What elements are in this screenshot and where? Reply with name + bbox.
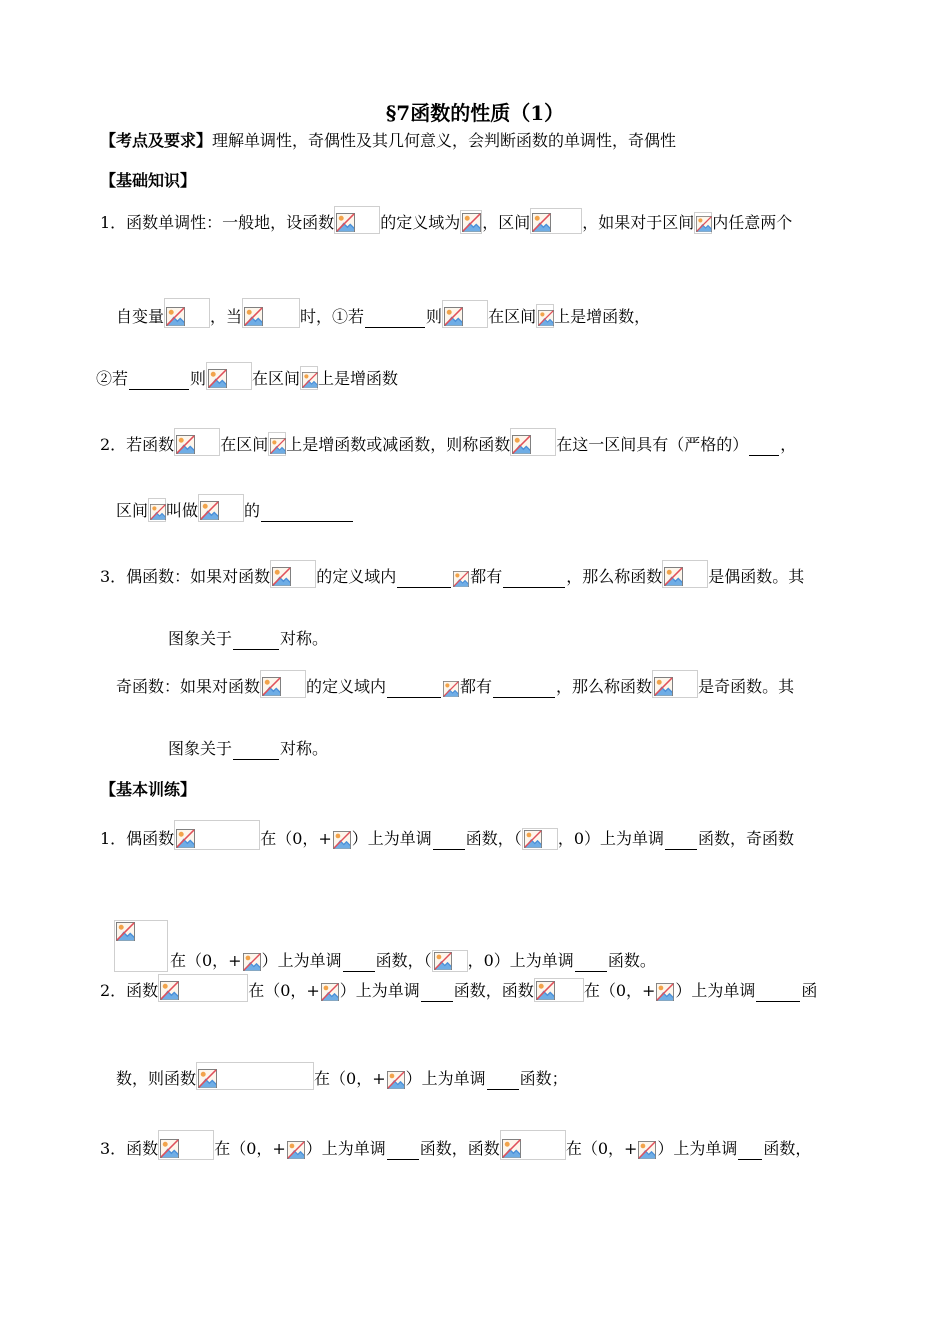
formula-image <box>637 1138 657 1160</box>
broken-image-icon <box>208 369 227 388</box>
q3-text-c: 都有 <box>470 567 503 586</box>
q3-text-i: 的定义域内 <box>306 677 387 696</box>
broken-image-icon <box>198 1069 217 1088</box>
q3-line-2 <box>168 628 328 650</box>
q1-text-k: 上是增函数， <box>554 307 651 326</box>
broken-image-icon <box>434 952 452 970</box>
broken-image-icon <box>272 567 291 586</box>
answer-blank[interactable] <box>756 985 800 1002</box>
broken-image-icon <box>287 1141 305 1159</box>
q3-text-e: 是偶函数。其 <box>708 567 805 586</box>
broken-image-icon <box>243 953 261 971</box>
formula-image <box>286 1138 306 1160</box>
formula-image <box>652 670 698 698</box>
broken-image-icon <box>333 831 351 849</box>
q3-text-j: 都有 <box>460 677 493 696</box>
broken-image-icon <box>176 435 195 454</box>
formula-image <box>174 428 220 456</box>
formula-image <box>522 828 558 850</box>
broken-image-icon <box>200 501 219 520</box>
broken-image-icon <box>536 981 555 1000</box>
t3-text-c: ）上为单调 <box>305 1139 386 1158</box>
t3-text-d: 函数，函数 <box>419 1139 500 1158</box>
requirements-text: 理解单调性，奇偶性及其几何意义，会判断函数的单调性，奇偶性 <box>212 131 677 150</box>
q1-text-c: ，区间 <box>482 213 531 232</box>
answer-blank[interactable] <box>387 681 441 698</box>
t2-line-1 <box>100 974 817 1002</box>
formula-image <box>300 366 318 390</box>
q1-line-3 <box>96 362 398 390</box>
t1-text-k: 函数。 <box>607 951 656 970</box>
answer-blank[interactable] <box>233 743 279 760</box>
broken-image-icon <box>262 677 281 696</box>
formula-image <box>534 978 584 1002</box>
q1-text-g: ，当 <box>210 307 243 326</box>
q1-text-n: 在区间 <box>252 369 301 388</box>
formula-image <box>442 300 488 328</box>
answer-blank[interactable] <box>575 955 607 972</box>
q2-text-e: ， <box>780 435 797 454</box>
t3-text-e: 在（0，+ <box>565 1139 638 1158</box>
formula-image <box>655 980 675 1002</box>
q3-text-d: ，那么称函数 <box>566 567 663 586</box>
t1-text-e: ，0）上为单调 <box>557 829 664 848</box>
formula-image <box>242 950 262 972</box>
q3-text-g: 对称。 <box>280 629 329 648</box>
t3-text-b: 在（0，+ <box>214 1139 286 1158</box>
broken-image-icon <box>176 829 195 848</box>
basic-knowledge-heading: 【基础知识】 <box>100 171 197 190</box>
formula-image <box>158 1130 214 1160</box>
broken-image-icon <box>321 983 339 1001</box>
formula-image <box>196 1062 314 1090</box>
broken-image-icon <box>453 571 469 587</box>
formula-image <box>320 980 340 1002</box>
q2-text-b: 在区间 <box>220 435 269 454</box>
broken-image-icon <box>444 307 463 326</box>
q2-line-1 <box>100 428 796 456</box>
formula-image <box>268 432 286 456</box>
broken-image-icon <box>150 504 166 520</box>
t2-text-e: 在（0，+ <box>583 981 656 1000</box>
formula-image <box>500 1130 566 1160</box>
requirements-line <box>100 130 676 152</box>
q1-line-2 <box>116 298 650 328</box>
broken-image-icon <box>512 435 531 454</box>
broken-image-icon <box>116 922 135 941</box>
broken-image-icon <box>524 830 542 848</box>
answer-blank[interactable] <box>233 633 279 650</box>
answer-blank[interactable] <box>387 1143 419 1160</box>
q2-text-g: 叫做 <box>166 501 199 520</box>
q1-text-a: 1．函数单调性：一般地，设函数 <box>100 213 335 232</box>
t1-text-f: 函数，奇函数 <box>698 829 795 848</box>
q3-line-4 <box>168 738 328 760</box>
q3-text-l: 是奇函数。其 <box>698 677 795 696</box>
answer-blank[interactable] <box>129 373 189 390</box>
formula-image <box>158 974 248 1002</box>
answer-blank[interactable] <box>493 681 555 698</box>
q1-text-e: 内任意两个 <box>712 213 793 232</box>
q3-text-a: 3．偶函数：如果对函数 <box>100 567 271 586</box>
formula-image <box>536 304 554 328</box>
t1-text-c: ）上为单调 <box>351 829 432 848</box>
formula-image <box>452 566 470 588</box>
broken-image-icon <box>638 1141 656 1159</box>
formula-image <box>270 560 316 588</box>
broken-image-icon <box>336 213 355 232</box>
formula-image <box>662 560 708 588</box>
t1-text-i: 函数，（ <box>375 951 432 970</box>
broken-image-icon <box>270 438 286 454</box>
t2-text-j: ）上为单调 <box>405 1069 486 1088</box>
t3-line-1 <box>100 1130 811 1160</box>
broken-image-icon <box>462 213 481 232</box>
broken-image-icon <box>502 1139 521 1158</box>
q1-text-m: 则 <box>190 369 207 388</box>
t2-text-g: 函 <box>801 981 818 1000</box>
t1-text-a: 1．偶函数 <box>100 829 175 848</box>
answer-blank[interactable] <box>421 985 453 1002</box>
formula-image <box>442 676 460 698</box>
q1-text-d: ，如果对于区间 <box>582 213 695 232</box>
answer-blank[interactable] <box>343 955 375 972</box>
t2-line-2 <box>116 1062 568 1090</box>
t1-text-d: 函数，（ <box>465 829 522 848</box>
basic-training-heading: 【基本训练】 <box>100 780 197 799</box>
q3-text-f: 图象关于 <box>168 629 233 648</box>
q3-text-k: ，那么称函数 <box>556 677 653 696</box>
answer-blank[interactable] <box>487 1073 519 1090</box>
t2-text-h: 数，则函数 <box>116 1069 197 1088</box>
formula-image <box>694 212 712 234</box>
q1-line-1 <box>100 206 792 234</box>
requirements-label: 【考点及要求】 <box>100 131 213 150</box>
t2-text-c: ）上为单调 <box>339 981 420 1000</box>
q1-text-h: 时，①若 <box>300 307 365 326</box>
answer-blank[interactable] <box>738 1143 762 1160</box>
formula-image <box>174 820 260 850</box>
q1-text-o: 上是增函数 <box>318 369 399 388</box>
broken-image-icon <box>160 981 179 1000</box>
formula-image <box>206 362 252 390</box>
broken-image-icon <box>443 681 459 697</box>
broken-image-icon <box>387 1071 405 1089</box>
answer-blank[interactable] <box>365 311 425 328</box>
formula-image <box>148 498 166 522</box>
t2-text-f: ）上为单调 <box>675 981 756 1000</box>
t2-text-a: 2．函数 <box>100 981 159 1000</box>
broken-image-icon <box>696 216 712 232</box>
q3-line-1 <box>100 560 804 588</box>
formula-image <box>510 428 556 456</box>
t2-text-d: 函数，函数 <box>453 981 534 1000</box>
q3-text-b: 的定义域内 <box>316 567 397 586</box>
formula-image <box>242 298 300 328</box>
formula-image <box>334 206 380 234</box>
q3-line-3 <box>116 670 794 698</box>
q2-text-f: 区间 <box>116 501 149 520</box>
answer-blank[interactable] <box>433 833 465 850</box>
q3-text-h: 奇函数：如果对函数 <box>116 677 261 696</box>
q1-text-l: ②若 <box>96 369 129 388</box>
formula-image <box>198 494 244 522</box>
q1-text-j: 在区间 <box>488 307 537 326</box>
t1-line-1 <box>100 820 794 850</box>
t2-text-b: 在（0，+ <box>248 981 320 1000</box>
t3-text-f: ）上为单调 <box>657 1139 738 1158</box>
broken-image-icon <box>302 372 318 388</box>
answer-blank[interactable] <box>397 571 451 588</box>
broken-image-icon <box>244 307 263 326</box>
formula-image <box>432 950 468 972</box>
t2-text-k: 函数； <box>519 1069 568 1088</box>
answer-blank[interactable] <box>665 833 697 850</box>
t1-text-h: ）上为单调 <box>261 951 342 970</box>
formula-image <box>530 208 582 234</box>
formula-image <box>114 920 168 972</box>
formula-image <box>332 828 352 850</box>
formula-image <box>260 670 306 698</box>
broken-image-icon <box>656 983 674 1001</box>
broken-image-icon <box>166 307 185 326</box>
q2-text-c: 上是增函数或减函数，则称函数 <box>286 435 511 454</box>
q3-text-n: 对称。 <box>280 739 329 758</box>
broken-image-icon <box>532 213 551 232</box>
t1-text-j: ，0）上为单调 <box>467 951 574 970</box>
formula-image <box>164 298 210 328</box>
t1-text-b: 在（0，+ <box>260 829 332 848</box>
q2-text-d: 在这一区间具有（严格的） <box>556 435 749 454</box>
page-title: §7函数的性质（1） <box>385 101 565 125</box>
q1-text-b: 的定义域为 <box>380 213 461 232</box>
answer-blank[interactable] <box>749 439 779 456</box>
q2-text-a: 2．若函数 <box>100 435 175 454</box>
broken-image-icon <box>538 310 554 326</box>
t3-text-g: 函数， <box>763 1139 812 1158</box>
q2-text-h: 的 <box>244 501 261 520</box>
answer-blank[interactable] <box>503 571 565 588</box>
t2-text-i: 在（0，+ <box>314 1069 386 1088</box>
formula-image <box>386 1068 406 1090</box>
broken-image-icon <box>160 1139 179 1158</box>
broken-image-icon <box>654 677 673 696</box>
t1-text-g: 在（0，+ <box>170 951 242 970</box>
q1-text-i: 则 <box>426 307 443 326</box>
broken-image-icon <box>664 567 683 586</box>
formula-image <box>460 210 482 234</box>
t3-text-a: 3．函数 <box>100 1139 159 1158</box>
q3-text-m: 图象关于 <box>168 739 233 758</box>
t1-line-2 <box>114 920 656 972</box>
q2-line-2 <box>116 494 354 522</box>
q1-text-f: 自变量 <box>116 307 165 326</box>
answer-blank[interactable] <box>261 505 353 522</box>
